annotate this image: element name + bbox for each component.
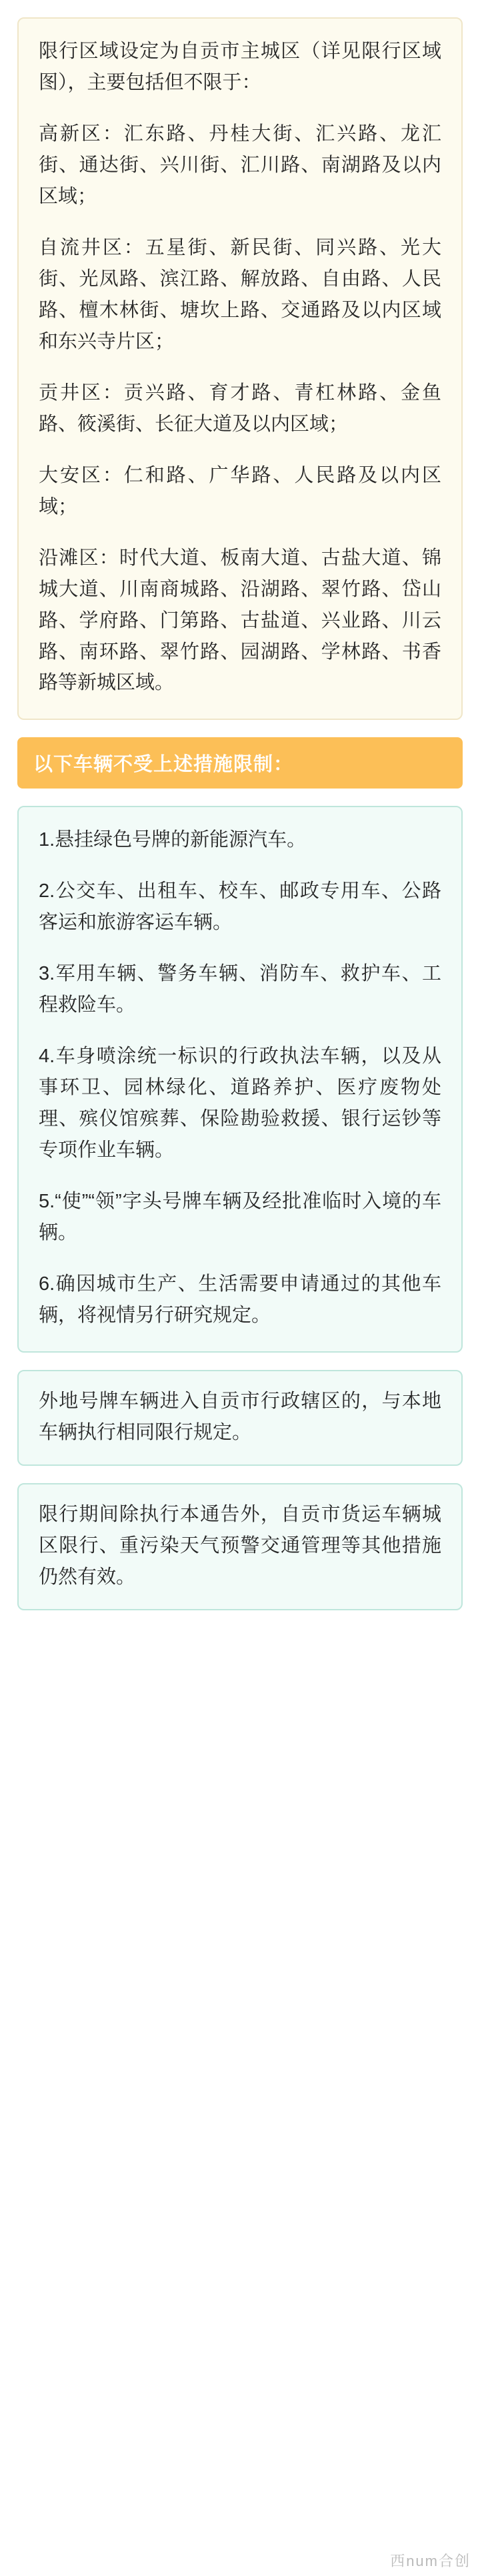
exemption-item-2: 2.公交车、出租车、校车、邮政专用车、公路客运和旅游客运车辆。: [39, 880, 441, 934]
exemption-item-4: 4.车身喷涂统一标识的行政执法车辆，以及从事环卫、园林绿化、道路养护、医疗废物处理、殡仪馆殡葬、保险勘验救援、银行运钞等专项作业车辆。: [39, 1046, 441, 1161]
exemption-item-6: 6.确因城市生产、生活需要申请通过的其他车辆，将视情另行研究规定。: [39, 1273, 441, 1327]
restricted-area-yantan: 沿滩区：时代大道、板南大道、古盐大道、锦城大道、川南商城路、沿湖路、翠竹路、岱山路、学府路、门第路、古盐道、兴业路、川云路、南环路、翠竹路、园湖路、学林路、书香路等新城区域。: [39, 547, 441, 694]
exemption-banner-label: 以下车辆不受上述措施限制：: [33, 754, 294, 776]
exemption-item-5: 5.“使”“领”字头号牌车辆及经批准临时入境的车辆。: [39, 1191, 441, 1244]
outside-plate-card: [17, 1370, 463, 1466]
exemption-item-1: 1.悬挂绿色号牌的新能源汽车。: [39, 829, 307, 851]
restricted-area-ziliujing: 自流井区：五星街、新民街、同兴路、光大街、光凤路、滨江路、解放路、自由路、人民路、檀木林街、塘坎上路、交通路及以内区域和东兴寺片区；: [39, 236, 441, 352]
outside-plate-text: 外地号牌车辆进入自贡市行政辖区的，与本地车辆执行相同限行规定。: [39, 1391, 441, 1443]
restricted-area-gaoxin: 高新区：汇东路、丹桂大街、汇兴路、龙汇街、通达街、兴川街、汇川路、南湖路及以内区域；: [39, 123, 441, 207]
exemption-banner: [17, 737, 463, 789]
restricted-area-gongjing: 贡井区：贡兴路、育才路、青杠林路、金鱼路、筱溪街、长征大道及以内区域；: [39, 382, 441, 435]
restricted-area-daan: 大安区：仁和路、广华路、人民路及以内区域；: [39, 464, 441, 517]
watermark: 西num合创: [386, 2549, 475, 2572]
top-spacer: [0, 0, 480, 17]
restricted-area-intro: 限行区域设定为自贡市主城区（详见限行区域图），主要包括但不限于：: [39, 41, 441, 93]
exemption-item-3: 3.军用车辆、警务车辆、消防车、救护车、工程救险车。: [39, 963, 441, 1016]
other-measures-card: [17, 1483, 463, 1610]
exemption-list-card: [17, 806, 463, 1353]
other-measures-text: 限行期间除执行本通告外，自贡市货运车辆城区限行、重污染天气预警交通管理等其他措施仍然有效。: [39, 1503, 441, 1588]
restricted-area-card: [17, 17, 463, 720]
